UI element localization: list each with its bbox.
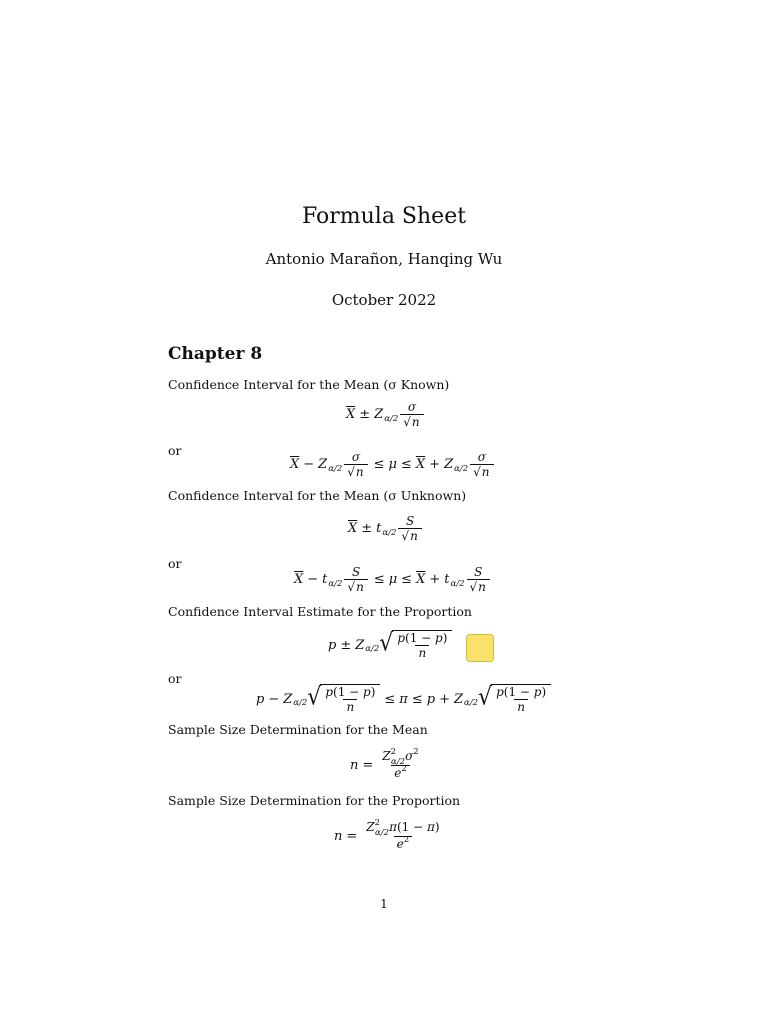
document-date: October 2022 xyxy=(331,291,437,309)
chapter-heading: Chapter 8 xyxy=(168,344,263,364)
formula-ci-mean-unknown: $\overline{X}$ ± t α/2 $\frac{S}{√n}$ xyxy=(348,514,424,543)
formula-ci-mean-known-interval: $\overline{X}$ − Z α/2 $\frac{\sigma}{√n}$ ≤ μ ≤ $\overline{X}$ + Z α/2 $\frac{\sigma}{√n}$ xyxy=(290,450,496,479)
section-label-sample-size-mean: Sample Size Determination for the Mean xyxy=(168,722,428,737)
formula-sample-size-proportion: n = $\frac{Z^2_{\alpha/2}\pi(1 - \pi)}{e^2}$ xyxy=(334,818,440,851)
section-label-ci-mean-known: Confidence Interval for the Mean (σ Known) xyxy=(168,377,450,392)
page-number: 1 xyxy=(380,897,388,911)
formula-ci-proportion: p ± Z α/2 √ $\frac{p(1 - p)}{n}$ xyxy=(328,630,452,660)
formula-ci-mean-known: $\overline{X}$ ± Z α/2 $\frac{\sigma}{√n}$ xyxy=(346,400,426,429)
section-label-ci-mean-unknown: Confidence Interval for the Mean (σ Unknown) xyxy=(168,488,467,503)
formula-ci-proportion-interval: p − Z α/2 √ $\frac{p(1 - p)}{n}$ ≤ π ≤ p + Z α/2 √ $\frac{p(1 - p)}{n}$ xyxy=(256,684,551,714)
or-text: or xyxy=(168,556,182,571)
document-authors: Antonio Marañon, Hanqing Wu xyxy=(265,250,503,268)
document-title: Formula Sheet xyxy=(301,204,467,229)
or-text: or xyxy=(168,671,182,686)
or-text: or xyxy=(168,443,182,458)
formula-sample-size-mean: n = $\frac{Z^2_{\alpha/2}\sigma^2}{e^2}$ xyxy=(350,747,419,780)
section-label-sample-size-proportion: Sample Size Determination for the Proportion xyxy=(168,793,461,808)
formula-ci-mean-unknown-interval: $\overline{X}$ − t α/2 $\frac{S}{√n}$ ≤ μ ≤ $\overline{X}$ + t α/2 $\frac{S}{√n}$ xyxy=(294,565,492,594)
sticky-note-annotation[interactable] xyxy=(466,634,494,662)
section-label-ci-proportion: Confidence Interval Estimate for the Proportion xyxy=(168,604,472,619)
